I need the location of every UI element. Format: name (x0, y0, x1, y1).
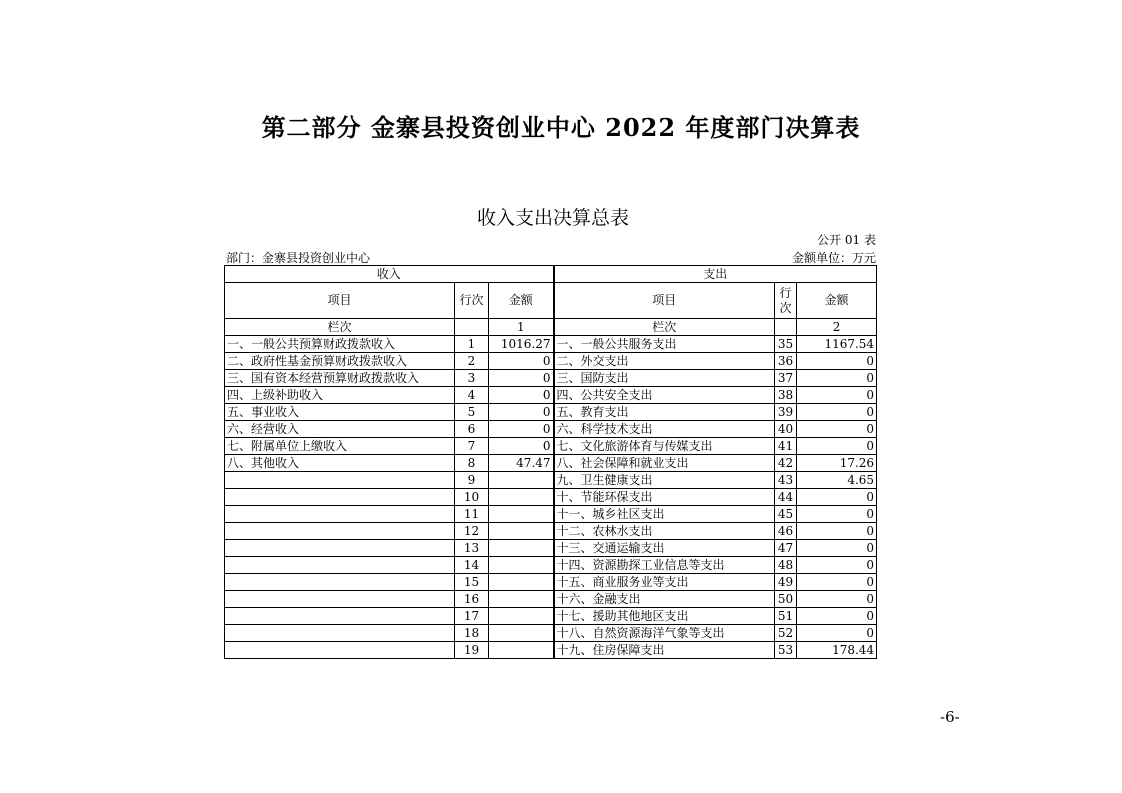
income-line-cell: 17 (455, 608, 489, 625)
income-item-cell: 七、附属单位上缴收入 (225, 438, 455, 455)
income-amount-cell (489, 472, 554, 489)
income-line-cell: 7 (455, 438, 489, 455)
income-amount-cell: 0 (489, 370, 554, 387)
expense-line-cell: 50 (775, 591, 797, 608)
expense-line-cell: 51 (775, 608, 797, 625)
expense-amount-cell: 0 (797, 506, 877, 523)
expense-amount-cell: 0 (797, 404, 877, 421)
expense-amount-cell: 0 (797, 625, 877, 642)
income-line-cell: 12 (455, 523, 489, 540)
expense-item-cell: 三、国防支出 (554, 370, 775, 387)
expense-amount-cell: 0 (797, 591, 877, 608)
income-amount-cell (489, 591, 554, 608)
income-item-cell (225, 574, 455, 591)
expense-amount-cell: 0 (797, 557, 877, 574)
expense-item-cell: 十九、住房保障支出 (554, 642, 775, 659)
expense-line-cell: 46 (775, 523, 797, 540)
table-row (225, 574, 877, 591)
expense-line-cell: 53 (775, 642, 797, 659)
table-row (225, 642, 877, 659)
table-row (225, 353, 877, 370)
income-amount-cell: 0 (489, 404, 554, 421)
expense-line-cell: 52 (775, 625, 797, 642)
expense-line-cell: 37 (775, 370, 797, 387)
expense-line-cell: 45 (775, 506, 797, 523)
department-label: 部门：金寨县投资创业中心 (226, 251, 371, 265)
expense-line-cell: 44 (775, 489, 797, 506)
income-item-cell (225, 608, 455, 625)
expense-item-cell: 二、外交支出 (554, 353, 775, 370)
table-row (225, 455, 877, 472)
income-item-cell: 五、事业收入 (225, 404, 455, 421)
income-item-cell (225, 472, 455, 489)
expense-item-cell: 十八、自然资源海洋气象等支出 (554, 625, 775, 642)
income-amount-cell: 0 (489, 353, 554, 370)
table-row (225, 506, 877, 523)
expense-line-cell: 47 (775, 540, 797, 557)
table-row (225, 625, 877, 642)
table-row (225, 336, 877, 353)
income-item-cell: 四、上级补助收入 (225, 387, 455, 404)
income-item-cell: 六、经营收入 (225, 421, 455, 438)
expense-item-cell: 九、卫生健康支出 (554, 472, 775, 489)
income-amount-cell: 0 (489, 438, 554, 455)
income-line-cell: 13 (455, 540, 489, 557)
income-item-header: 项目 (225, 283, 455, 319)
table-row (225, 523, 877, 540)
expense-item-cell: 十二、农林水支出 (554, 523, 775, 540)
expense-item-cell: 六、科学技术支出 (554, 421, 775, 438)
income-amount-cell (489, 642, 554, 659)
income-line-cell: 5 (455, 404, 489, 421)
expense-line-cell: 40 (775, 421, 797, 438)
form-number: 公开 01 表 (817, 233, 876, 247)
expense-index-line (775, 319, 797, 336)
expense-item-cell: 十三、交通运输支出 (554, 540, 775, 557)
expense-item-header: 项目 (554, 283, 775, 319)
unit-label: 金额单位：万元 (791, 251, 876, 265)
page-number: -6- (940, 708, 960, 726)
income-item-cell: 一、一般公共预算财政拨款收入 (225, 336, 455, 353)
income-amount-cell: 1016.27 (489, 336, 554, 353)
expense-amount-cell: 17.26 (797, 455, 877, 472)
income-item-cell: 三、国有资本经营预算财政拨款收入 (225, 370, 455, 387)
income-item-cell: 二、政府性基金预算财政拨款收入 (225, 353, 455, 370)
income-item-cell (225, 642, 455, 659)
expense-item-cell: 十四、资源勘探工业信息等支出 (554, 557, 775, 574)
expense-amount-cell: 0 (797, 489, 877, 506)
income-amount-cell (489, 625, 554, 642)
income-amount-header: 金额 (489, 283, 554, 319)
expense-amount-cell: 4.65 (797, 472, 877, 489)
expense-item-cell: 十七、援助其他地区支出 (554, 608, 775, 625)
expense-line-cell: 36 (775, 353, 797, 370)
income-line-cell: 14 (455, 557, 489, 574)
expense-item-cell: 十六、金融支出 (554, 591, 775, 608)
income-item-cell: 八、其他收入 (225, 455, 455, 472)
expense-line-cell: 38 (775, 387, 797, 404)
income-line-cell: 11 (455, 506, 489, 523)
income-item-cell (225, 540, 455, 557)
table-row (225, 608, 877, 625)
income-header: 收入 (225, 266, 554, 283)
expense-amount-cell: 0 (797, 608, 877, 625)
expense-line-cell: 42 (775, 455, 797, 472)
table-row (225, 472, 877, 489)
expense-amount-cell: 0 (797, 421, 877, 438)
income-amount-cell (489, 608, 554, 625)
income-amount-cell (489, 540, 554, 557)
income-index-label: 栏次 (225, 319, 455, 336)
expense-index-number: 2 (797, 319, 877, 336)
expense-amount-cell: 0 (797, 574, 877, 591)
expense-amount-cell: 0 (797, 540, 877, 557)
income-line-cell: 8 (455, 455, 489, 472)
expense-item-cell: 一、一般公共服务支出 (554, 336, 775, 353)
expense-line-header: 行 次 (775, 283, 797, 319)
income-amount-cell: 0 (489, 387, 554, 404)
income-line-cell: 3 (455, 370, 489, 387)
expense-item-cell: 八、社会保障和就业支出 (554, 455, 775, 472)
table-row (225, 557, 877, 574)
income-line-cell: 15 (455, 574, 489, 591)
income-index-line (455, 319, 489, 336)
expense-item-cell: 五、教育支出 (554, 404, 775, 421)
expense-amount-cell: 0 (797, 387, 877, 404)
expense-amount-cell: 1167.54 (797, 336, 877, 353)
income-amount-cell (489, 506, 554, 523)
income-item-cell (225, 591, 455, 608)
expense-item-cell: 十、节能环保支出 (554, 489, 775, 506)
expense-index-label: 栏次 (554, 319, 775, 336)
table-row (225, 489, 877, 506)
document-title: 第二部分 金寨县投资创业中心 2022 年度部门决算表 (261, 113, 861, 142)
table-row (225, 370, 877, 387)
income-amount-cell: 0 (489, 421, 554, 438)
expense-amount-cell: 0 (797, 438, 877, 455)
expense-item-cell: 四、公共安全支出 (554, 387, 775, 404)
table-row (225, 438, 877, 455)
expense-line-cell: 48 (775, 557, 797, 574)
income-item-cell (225, 625, 455, 642)
income-line-cell: 16 (455, 591, 489, 608)
table-row (225, 387, 877, 404)
income-line-cell: 18 (455, 625, 489, 642)
expense-item-cell: 十五、商业服务业等支出 (554, 574, 775, 591)
income-amount-cell (489, 523, 554, 540)
income-amount-cell (489, 557, 554, 574)
income-item-cell (225, 506, 455, 523)
income-line-cell: 10 (455, 489, 489, 506)
expense-amount-header: 金额 (797, 283, 877, 319)
expense-line-cell: 43 (775, 472, 797, 489)
expense-line-cell: 41 (775, 438, 797, 455)
income-item-cell (225, 489, 455, 506)
table-title: 收入支出决算总表 (476, 207, 629, 229)
income-item-cell (225, 523, 455, 540)
expense-amount-cell: 178.44 (797, 642, 877, 659)
income-line-cell: 2 (455, 353, 489, 370)
expense-header: 支出 (554, 266, 877, 283)
income-line-cell: 6 (455, 421, 489, 438)
expense-line-cell: 35 (775, 336, 797, 353)
income-index-number: 1 (489, 319, 554, 336)
table-row (225, 540, 877, 557)
expense-item-cell: 十一、城乡社区支出 (554, 506, 775, 523)
income-expense-table (224, 265, 877, 659)
table-row (225, 404, 877, 421)
income-item-cell (225, 557, 455, 574)
income-amount-cell (489, 489, 554, 506)
table-row (225, 421, 877, 438)
table-row (225, 591, 877, 608)
expense-line-cell: 49 (775, 574, 797, 591)
income-line-header: 行次 (455, 283, 489, 319)
expense-line-cell: 39 (775, 404, 797, 421)
income-line-cell: 1 (455, 336, 489, 353)
expense-amount-cell: 0 (797, 370, 877, 387)
income-line-cell: 9 (455, 472, 489, 489)
expense-item-cell: 七、文化旅游体育与传媒支出 (554, 438, 775, 455)
income-line-cell: 19 (455, 642, 489, 659)
income-amount-cell: 47.47 (489, 455, 554, 472)
income-amount-cell (489, 574, 554, 591)
expense-amount-cell: 0 (797, 353, 877, 370)
income-line-cell: 4 (455, 387, 489, 404)
expense-amount-cell: 0 (797, 523, 877, 540)
